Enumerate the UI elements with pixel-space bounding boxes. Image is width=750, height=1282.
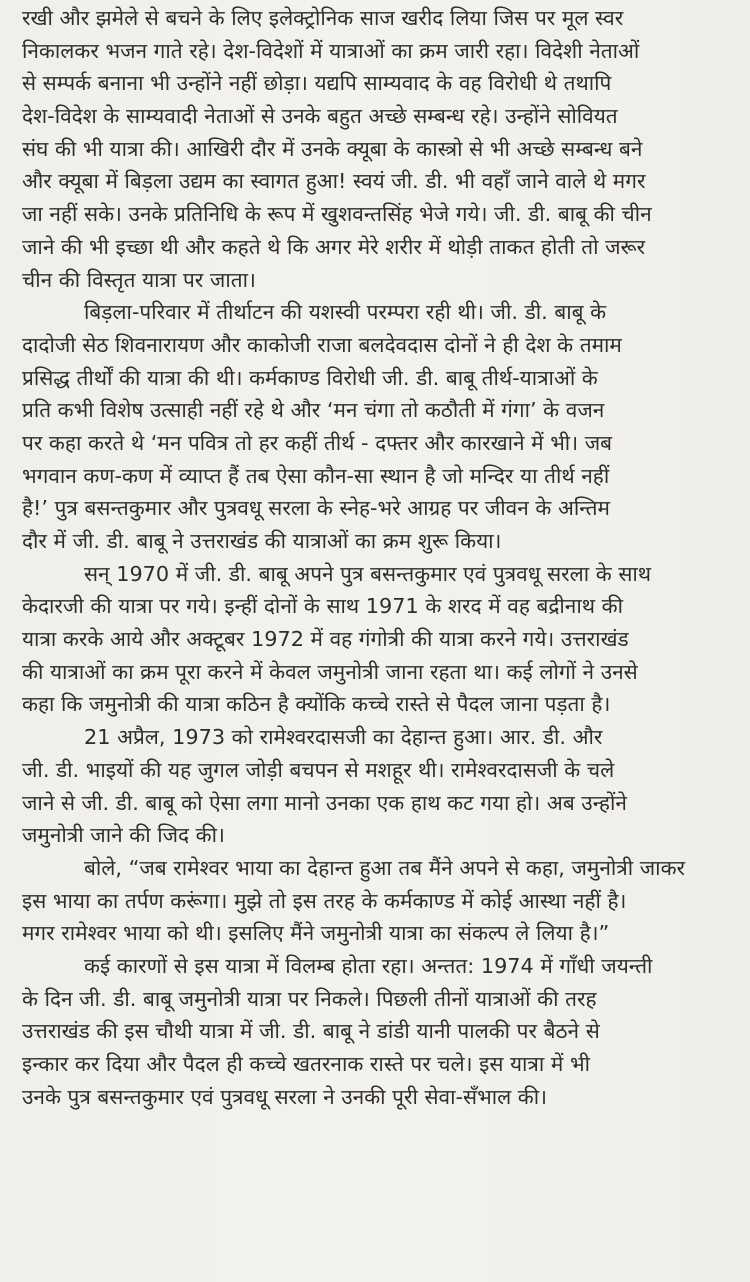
text-line: संघ की भी यात्रा की। आखिरी दौर में उनके क्यूबा के कास्त्रो से भी अच्छे सम्बन्ध बने [22,136,643,161]
text-line: की यात्राओं का क्रम पूरा करने में केवल जमुनोत्री जाना रहता था। कई लोगों ने उनसे [22,659,638,684]
text-line: उत्तराखंड की इस चौथी यात्रा में जी. डी. बाबू ने डांडी यानी पालकी पर बैठने से [22,1019,600,1044]
text-line: 21 अप्रैल, 1973 को रामेश्वरदासजी का देहान्त हुआ। आर. डी. और [84,725,603,750]
text-line: मगर रामेश्वर भाया को थी। इसलिए मैंने जमुनोत्री यात्रा का संकल्प ले लिया है।” [22,921,610,946]
text-line: प्रति कभी विशेष उत्साही नहीं रहे थे और ‘मन चंगा तो कठौती में गंगा’ के वजन [22,398,605,423]
text-line: पर कहा करते थे ‘मन पवित्र तो हर कहीं तीर्थ - दफ्तर और कारखाने में भी। जब [22,430,612,455]
text-line: और क्यूबा में बिड़ला उद्यम का स्वागत हुआ! स्वयं जी. डी. भी वहाँ जाने वाले थे मगर [22,169,646,194]
text-line: इन्कार कर दिया और पैदल ही कच्चे खतरनाक रास्ते पर चले। इस यात्रा में भी [22,1052,590,1076]
text-line: दादोजी सेठ शिवनारायण और काकोजी राजा बलदेवदास दोनों ने ही देश के तमाम [22,332,622,357]
body-text [22,2,748,1113]
text-line: से सम्पर्क बनाना भी उन्होंने नहीं छोड़ा। यद्यपि साम्यवाद के वह विरोधी थे तथापि [22,71,612,96]
text-line: जा नहीं सके। उनके प्रतिनिधि के रूप में खुशवन्तसिंह भेजे गये। जी. डी. बाबू की चीन [22,202,652,227]
text-line: है!’ पुत्र बसन्तकुमार और पुत्रवधू सरला के स्नेह-भरे आग्रह पर जीवन के अन्तिम [22,496,610,521]
text-line: जाने से जी. डी. बाबू को ऐसा लगा मानो उनका एक हाथ कट गया हो। अब उन्होंने [22,790,627,815]
text-line: देश-विदेश के साम्यवादी नेताओं से उनके बहुत अच्छे सम्बन्ध रहे। उन्होंने सोवियत [22,104,618,129]
text-line: बिड़ला-परिवार में तीर्थाटन की यशस्वी परम्परा रही थी। जी. डी. बाबू के [84,300,607,325]
text-line: के दिन जी. डी. बाबू जमुनोत्री यात्रा पर निकले। पिछली तीनों यात्राओं की तरह [22,986,597,1011]
text-line: उनके पुत्र बसन्तकुमार एवं पुत्रवधू सरला ने उनकी पूरी सेवा-सँभाल की। [22,1084,548,1109]
text-line: भगवान कण-कण में व्याप्त हैं तब ऐसा कौन-सा स्थान है जो मन्दिर या तीर्थ नहीं [22,463,610,488]
text-line: केदारजी की यात्रा पर गये। इन्हीं दोनों के साथ 1971 के शरद में वह बद्रीनाथ की [22,594,623,619]
text-line: प्रसिद्ध तीर्थों की यात्रा की थी। कर्मकाण्ड विरोधी जी. डी. बाबू तीर्थ-यात्राओं के [22,365,598,390]
text-line: निकालकर भजन गाते रहे। देश-विदेशों में यात्राओं का क्रम जारी रहा। विदेशी नेताओं [22,38,640,63]
text-line: रखी और झमेले से बचने के लिए इलेक्ट्रोनिक साज खरीद लिया जिस पर मूल स्वर [22,6,624,30]
text-line: बोले, “जब रामेश्वर भाया का देहान्त हुआ तब मैंने अपने से कहा, जमुनोत्री जाकर [84,855,686,880]
text-line: कई कारणों से इस यात्रा में विलम्ब होता रहा। अन्तत: 1974 में गाँधी जयन्ती [84,953,653,978]
text-line: सन् 1970 में जी. डी. बाबू अपने पुत्र बसन्तकुमार एवं पुत्रवधू सरला के साथ [84,561,652,586]
text-line: कहा कि जमुनोत्री की यात्रा कठिन है क्योंकि कच्चे रास्ते से पैदल जाना पड़ता है। [22,692,611,717]
text-line: जाने की भी इच्छा थी और कहते थे कि अगर मेरे शरीर में थोड़ी ताकत होती तो जरूर [22,234,646,259]
text-line: चीन की विस्तृत यात्रा पर जाता। [22,267,256,292]
text-line: इस भाया का तर्पण करूंगा। मुझे तो इस तरह के कर्मकाण्ड में कोई आस्था नहीं है। [22,888,627,913]
text-line: यात्रा करके आये और अक्टूबर 1972 में वह गंगोत्री की यात्रा करने गये। उत्तराखंड [22,627,629,652]
text-line: जी. डी. भाइयों की यह जुगल जोड़ी बचपन से मशहूर थी। रामेश्वरदासजी के चले [22,757,615,782]
text-line: दौर में जी. डी. बाबू ने उत्तराखंड की यात्राओं का क्रम शुरू किया। [22,529,502,553]
text-line: जमुनोत्री जाने की जिद की। [22,823,225,848]
